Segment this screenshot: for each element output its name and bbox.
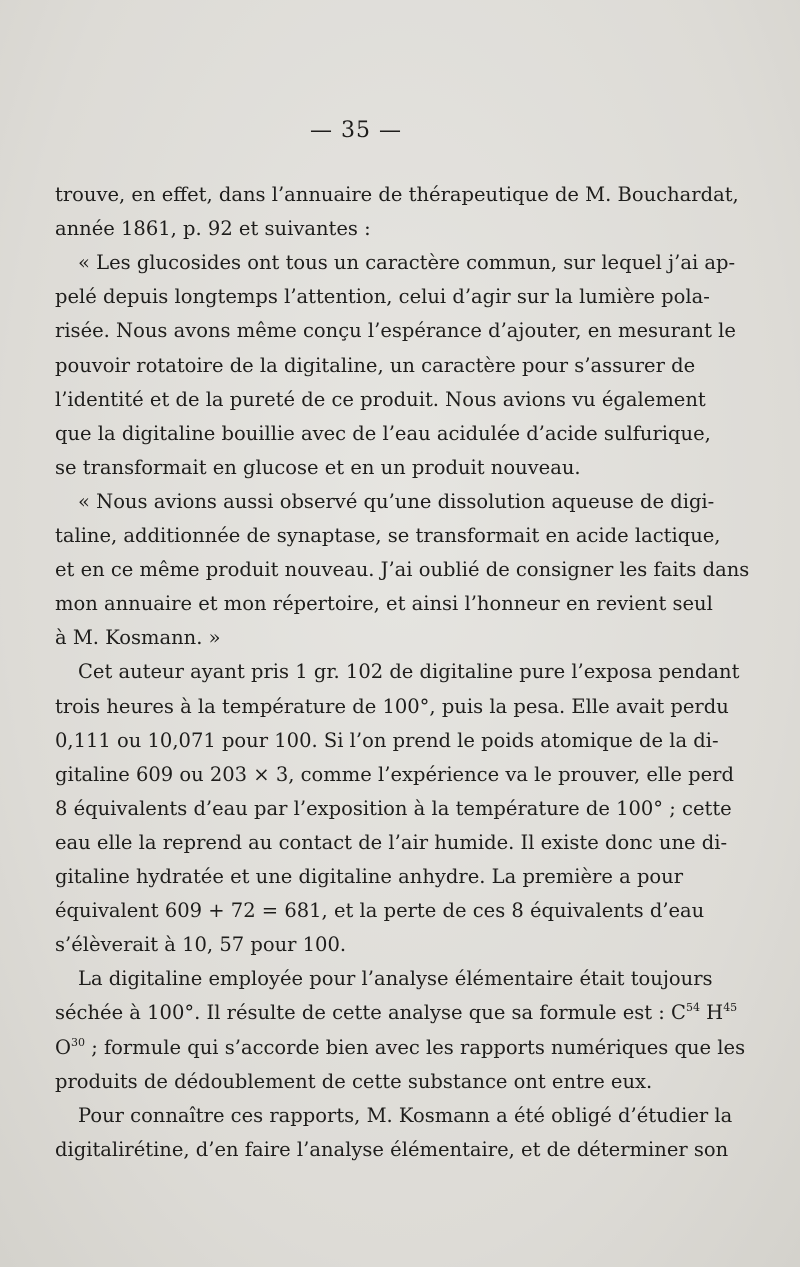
hydrogen-symbol: H	[699, 1001, 724, 1025]
text-line: « Nous avions aussi observé qu’une dissolution aqueuse de digi-	[78, 489, 715, 513]
text-line: digitalirétine, d’en faire l’analyse élémentaire, et de déterminer son	[55, 1137, 729, 1161]
text-line: trois heures à la température de 100°, puis la pesa. Elle avait perdu	[55, 694, 729, 718]
text-line: l’identité et de la pureté de ce produit. Nous avions vu également	[55, 387, 706, 411]
text-line: taline, additionnée de synaptase, se transformait en acide lactique,	[55, 524, 721, 547]
text-line: équivalent 609 + 72 = 681, et la perte de ces 8 équivalents d’eau	[55, 899, 705, 923]
text-line: « Les glucosides ont tous un caractère commun, sur lequel j’ai ap-	[78, 251, 736, 275]
text-line: 0,111 ou 10,071 pour 100. Si l’on prend le poids atomique de la di-	[55, 728, 719, 752]
text-line: année 1861, p. 92 et suivantes :	[55, 217, 371, 241]
hydrogen-subscript: 45	[723, 1001, 738, 1015]
text-line: 8 équivalents d’eau par l’exposition à la température de 100° ; cette	[55, 796, 732, 820]
formula-text: ; formule qui s’accorde bien avec les rapports numériques que les	[85, 1035, 746, 1059]
text-line: pouvoir rotatoire de la digitaline, un caractère pour s’assurer de	[55, 353, 696, 377]
text-line: Pour connaître ces rapports, M. Kosmann a été obligé d’étudier la	[78, 1103, 733, 1127]
text-line: Cet auteur ayant pris 1 gr. 102 de digitaline pure l’exposa pendant	[78, 660, 740, 684]
text-line: que la digitaline bouillie avec de l’eau acidulée d’acide sulfurique,	[55, 421, 711, 445]
page-number: — 35 —	[310, 118, 402, 143]
oxygen-symbol: O	[55, 1035, 71, 1059]
text-line: gitaline hydratée et une digitaline anhydre. La première a pour	[55, 865, 684, 888]
text-line: à M. Kosmann. »	[55, 626, 221, 650]
oxygen-subscript: 30	[71, 1035, 85, 1049]
text-line: produits de dédoublement de cette substance ont entre eux.	[55, 1069, 653, 1093]
text-line: mon annuaire et mon répertoire, et ainsi l’honneur en revient seul	[55, 592, 713, 616]
text-line: risée. Nous avons même conçu l’espérance d’ajouter, en mesurant le	[55, 319, 736, 343]
text-line: pelé depuis longtemps l’attention, celui d’agir sur la lumière pola-	[55, 285, 710, 309]
text-line: se transformait en glucose et en un produit nouveau.	[55, 455, 581, 479]
formula-text: séchée à 100°. Il résulte de cette analyse que sa formule est : C	[55, 1001, 686, 1025]
text-line: s’élèverait à 10, 57 pour 100.	[55, 933, 347, 957]
text-line: et en ce même produit nouveau. J’ai oublié de consigner les faits dans	[55, 558, 750, 582]
text-line: eau elle la reprend au contact de l’air humide. Il existe donc une di-	[55, 830, 728, 854]
text-line: trouve, en effet, dans l’annuaire de thérapeutique de M. Bouchardat,	[55, 183, 739, 206]
formula-line	[55, 1031, 746, 1065]
carbon-subscript: 54	[685, 1001, 700, 1015]
formula-line	[55, 996, 738, 1030]
text-line: La digitaline employée pour l’analyse élémentaire était toujours	[78, 967, 713, 991]
text-line: gitaline 609 ou 203 × 3, comme l’expérience va le prouver, elle perd	[55, 762, 734, 786]
